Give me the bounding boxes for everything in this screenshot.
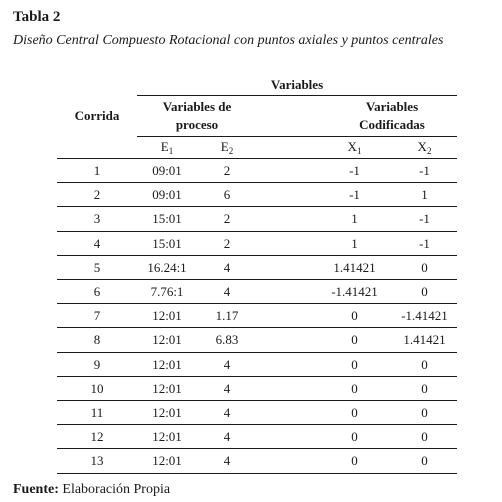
row-rule <box>57 206 457 207</box>
row-rule <box>57 327 457 328</box>
table-subtitle: Diseño Central Compuesto Rotacional con puntos axiales y puntos centrales <box>13 33 444 48</box>
cell-corrida: 3 <box>93 211 101 226</box>
cell-x1: -1 <box>349 187 360 202</box>
cell-x1: 0 <box>351 381 358 396</box>
cell-corrida: 1 <box>93 163 101 178</box>
header-x1: $X_1$ <box>347 139 362 156</box>
header-rule-variables <box>137 95 457 96</box>
cell-x2: 0 <box>421 357 428 372</box>
cell-corrida: 4 <box>93 236 101 251</box>
cell-corrida: 7 <box>93 308 101 323</box>
cell-corrida: 10 <box>90 381 104 396</box>
cell-x1: -1.41421 <box>331 284 378 299</box>
cell-x2: 0 <box>421 405 428 420</box>
cell-x2: -1 <box>419 236 430 251</box>
cell-e1: 15:01 <box>152 236 182 251</box>
cell-corrida: 6 <box>93 284 101 299</box>
cell-e1: 15:01 <box>152 211 182 226</box>
cell-e2: 6 <box>223 187 231 202</box>
cell-e2: 6.83 <box>215 332 239 347</box>
cell-x1: 0 <box>351 405 358 420</box>
cell-e2: 2 <box>223 163 231 178</box>
cell-e1: 12:01 <box>152 453 182 468</box>
cell-e1: 09:01 <box>152 163 182 178</box>
cell-x2: 1.41421 <box>403 332 446 347</box>
header-x2: $X_2$ <box>417 139 432 156</box>
cell-e2: 4 <box>223 381 231 396</box>
cell-x2: -1 <box>419 211 430 226</box>
cell-e2: 2 <box>223 211 231 226</box>
cell-e2: 4 <box>223 284 231 299</box>
cell-e1: 12:01 <box>152 381 182 396</box>
header-codificadas-line1: Variables <box>365 99 419 114</box>
row-rule <box>57 279 457 280</box>
cell-e1: 12:01 <box>152 332 182 347</box>
cell-e2: 4 <box>223 453 231 468</box>
cell-x1: 0 <box>351 357 358 372</box>
header-corrida: Corrida <box>74 108 120 123</box>
cell-x1: 1 <box>351 211 358 226</box>
cell-x1: 0 <box>351 308 358 323</box>
row-rule <box>57 424 457 425</box>
cell-corrida: 5 <box>93 260 101 275</box>
cell-x1: 1.41421 <box>333 260 376 275</box>
row-rule <box>57 376 457 377</box>
cell-e2: 1.17 <box>215 308 239 323</box>
cell-x2: 0 <box>421 429 428 444</box>
row-rule <box>57 182 457 183</box>
cell-e1: 09:01 <box>152 187 182 202</box>
cell-e2: 4 <box>223 429 231 444</box>
cell-x2: 0 <box>421 381 428 396</box>
row-rule <box>57 400 457 401</box>
header-variables: Variables <box>270 77 324 92</box>
cell-corrida: 13 <box>90 453 104 468</box>
cell-corrida: 12 <box>90 429 104 444</box>
table-title: Tabla 2 <box>13 9 61 25</box>
cell-corrida: 11 <box>90 405 104 420</box>
row-rule <box>57 352 457 353</box>
cell-x2: 1 <box>421 187 428 202</box>
row-rule <box>57 231 457 232</box>
row-rule <box>57 448 457 449</box>
cell-e2: 4 <box>223 260 231 275</box>
cell-e1: 12:01 <box>152 429 182 444</box>
cell-x1: -1 <box>349 163 360 178</box>
cell-x1: 0 <box>351 429 358 444</box>
cell-e1: 12:01 <box>152 308 182 323</box>
cell-e1: 16.24:1 <box>147 260 187 275</box>
cell-x1: 1 <box>351 236 358 251</box>
header-rule-groups <box>137 136 457 137</box>
cell-e2: 2 <box>223 236 231 251</box>
cell-corrida: 8 <box>93 332 101 347</box>
cell-e1: 7.76:1 <box>150 284 184 299</box>
header-e2: $E_2$ <box>220 139 234 156</box>
subheader-rule <box>57 158 457 159</box>
header-proceso-line1: Variables de <box>162 99 232 114</box>
header-codificadas-line2: Codificadas <box>359 117 425 132</box>
cell-corrida: 9 <box>93 357 101 372</box>
cell-e2: 4 <box>223 405 231 420</box>
cell-x1: 0 <box>351 332 358 347</box>
cell-e2: 4 <box>223 357 231 372</box>
cell-x2: 0 <box>421 453 428 468</box>
cell-e1: 12:01 <box>152 357 182 372</box>
header-proceso-line2: proceso <box>175 117 219 132</box>
cell-x2: 0 <box>421 260 428 275</box>
cell-e1: 12:01 <box>152 405 182 420</box>
cell-x2: -1.41421 <box>401 308 448 323</box>
row-rule <box>57 303 457 304</box>
cell-x2: 0 <box>421 284 428 299</box>
cell-corrida: 2 <box>93 187 101 202</box>
row-rule <box>57 255 457 256</box>
header-e1: $E_1$ <box>160 139 174 156</box>
source-note: Fuente: Elaboración Propia <box>13 482 171 497</box>
cell-x1: 0 <box>351 453 358 468</box>
row-rule <box>57 473 457 474</box>
cell-x2: -1 <box>419 163 430 178</box>
